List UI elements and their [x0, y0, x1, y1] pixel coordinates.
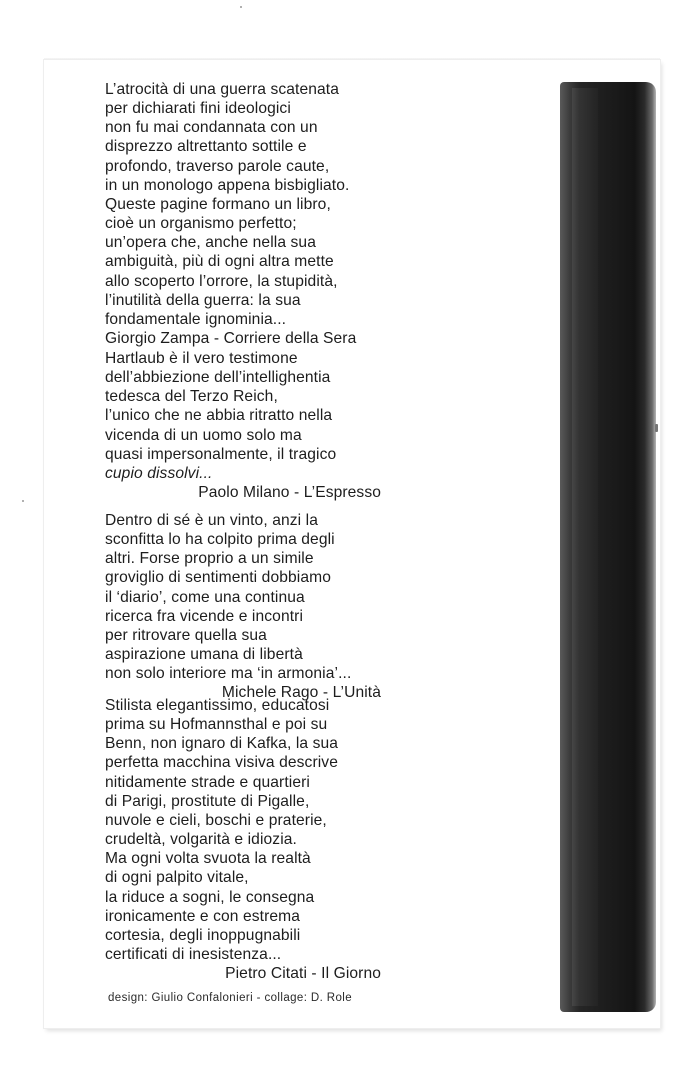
review-rago	[105, 511, 381, 703]
review-citati	[105, 696, 381, 983]
design-credits: design: Giulio Confalonieri - collage: D. Role	[108, 992, 353, 1004]
review-text: Hartlaub è il vero testimone dell’abbiezione dell’intellighentia tedesca del Terzo Reich, l’unico che ne abbia ritratto nella vicenda di un uomo solo ma quasi impersonalmente, il tragico	[105, 350, 337, 463]
dust-speck	[22, 500, 24, 502]
review-milano	[105, 349, 381, 502]
spine-mark	[655, 424, 658, 432]
review-source: Paolo Milano - L’Espresso	[198, 484, 381, 502]
spine-highlight	[572, 88, 598, 1006]
dust-speck	[240, 6, 242, 8]
review-text: Dentro di sé è un vinto, anzi la sconfitta lo ha colpito prima degli altri. Forse proprio a un simile groviglio di sentimenti dobbiamo il ‘diario’, come una continua ricerca fra vicende e incontri per ritrovare quella sua aspirazione umana di libertà non solo interiore ma ‘in armonia’...	[105, 512, 352, 683]
review-source: Giorgio Zampa - Corriere della Sera	[105, 330, 357, 348]
review-text: L’atrocità di una guerra scatenata per dichiarati fini ideologici non fu mai condannata con un disprezzo altrettanto sottile e profondo, traverso parole caute, in un monologo appena bisbigliato. Queste pagine formano un libro, cioè un organismo perfetto; un’opera che, anche nella sua ambiguità, più di ogni altra mette allo scoperto l’orrore, la stupidità, l’inutilità della guerra: la sua fondamentale ignominia...	[105, 81, 350, 328]
review-text: Stilista elegantissimo, educatosi prima su Hofmannsthal e poi su Benn, non ignaro di Kafka, la sua perfetta macchina visiva descrive nitidamente strade e quartieri di Parigi, prostitute di Pigalle, nuvole e cieli, boschi e praterie, crudeltà, volgarità e idiozia. Ma ogni volta svuota la realtà di ogni palpito vitale, la riduce a sogni, le consegna ironicamente e con estrema cortesia, degli inoppugnabili certificati di inesistenza...	[105, 697, 339, 964]
review-zampa	[105, 80, 356, 348]
review-italic-phrase: cupio dissolvi...	[105, 464, 213, 482]
review-source: Michele Rago - L’Unità	[221, 684, 381, 702]
review-source: Pietro Citati - Il Giorno	[225, 965, 381, 983]
